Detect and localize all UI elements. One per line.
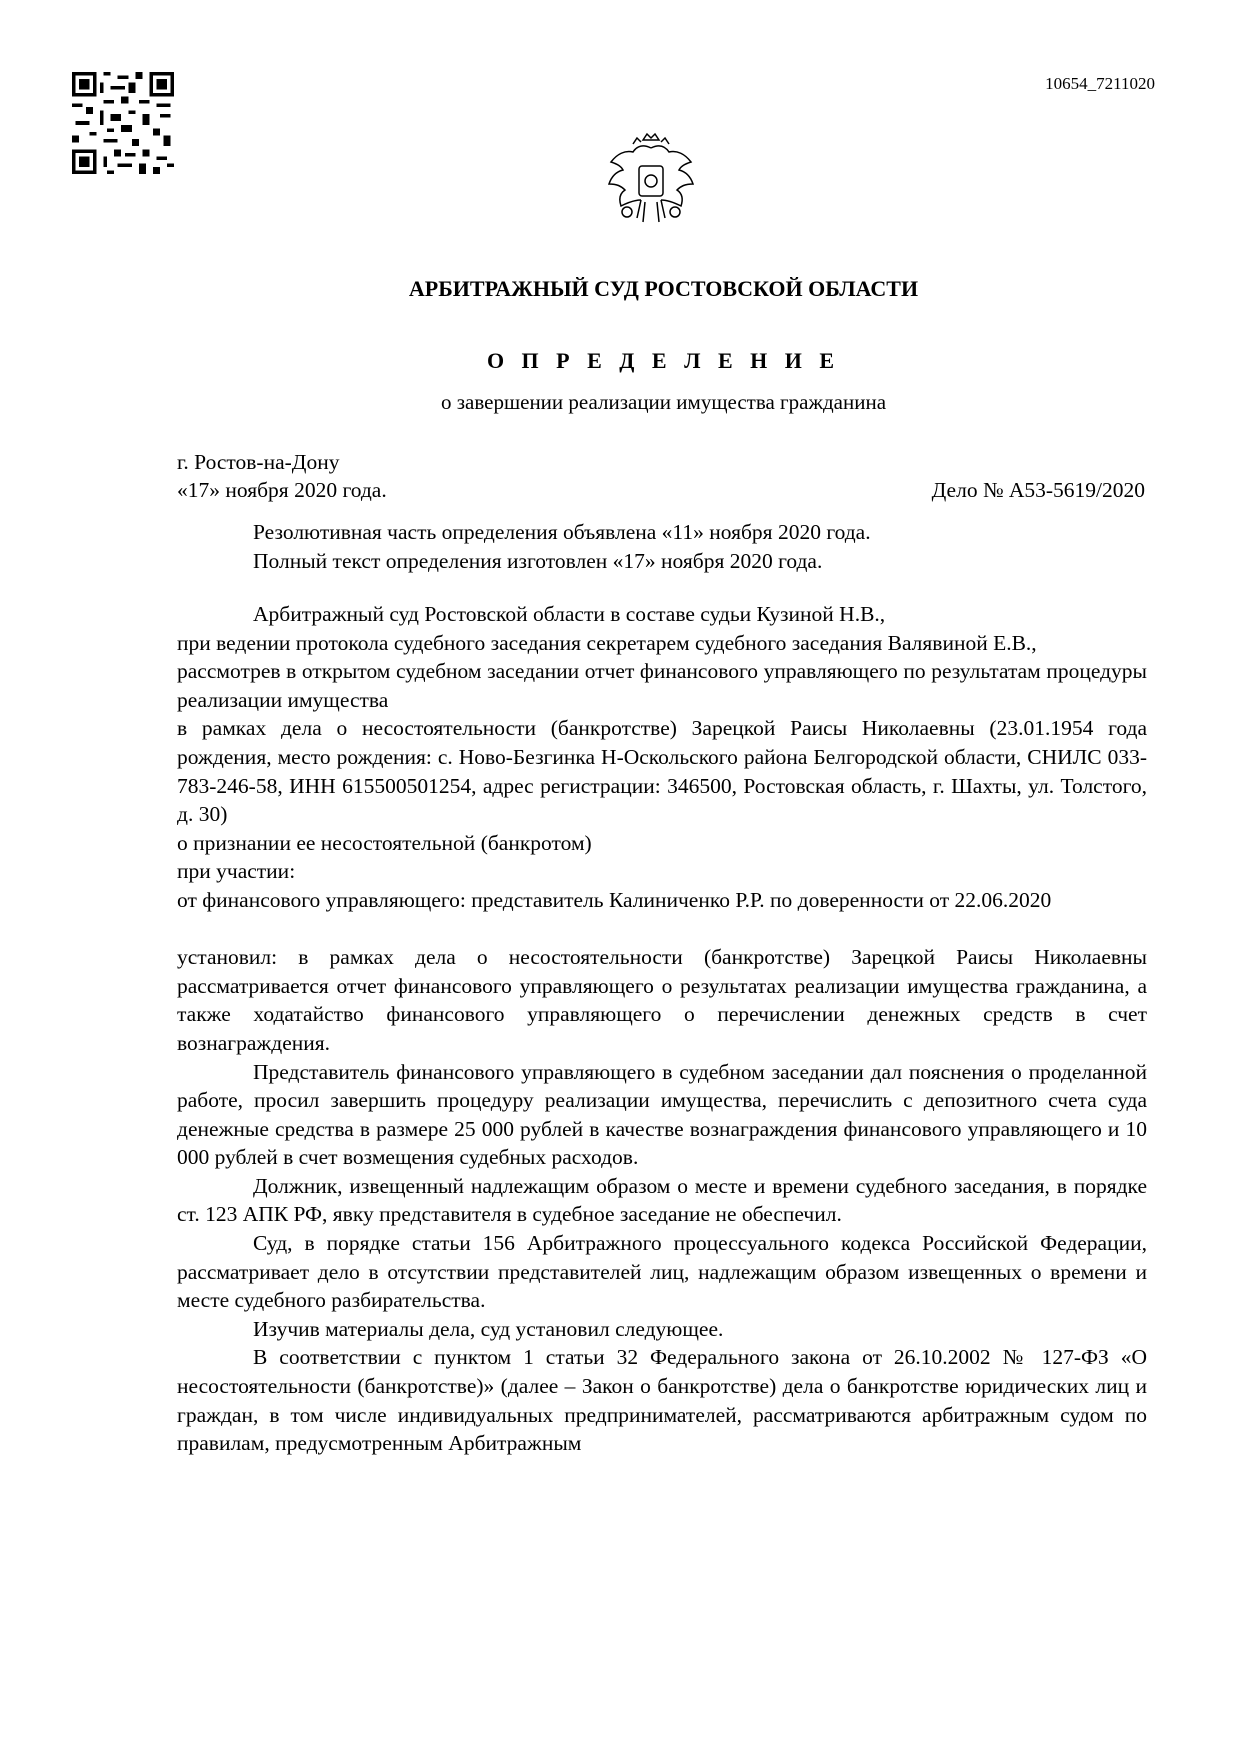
paragraph: Должник, извещенный надлежащим образом о месте и времени судебного заседания, в порядке ст. 123 АПК РФ, явку представителя в судебное заседание не обеспечил.: [177, 1173, 1147, 1227]
document-subject: о завершении реализации имущества гражданина: [440, 390, 887, 414]
announcements: [177, 518, 1223, 575]
paragraph: установил: в рамках дела о несостоятельности (банкротстве) Зарецкой Раисы Николаевны рассматривается отчет финансового управляющего о результатах реализации имущества гражданина, а также ходатайство финансового управляющего о перечислении денежных средств в счет вознаграждения.: [177, 945, 1147, 1055]
paragraph: при участии:: [177, 859, 296, 884]
paragraph: о признании ее несостоятельной (банкротом): [177, 830, 592, 855]
announcement-line: Резолютивная часть определения объявлена «11» ноября 2020 года.: [253, 520, 871, 544]
paragraph: Суд, в порядке статьи 156 Арбитражного процессуального кодекса Российской Федерации, рассматривает дело в отсутствии представителей лиц, надлежащим образом извещенных о времени и месте судебного разбирательства.: [177, 1231, 1147, 1313]
paragraph: рассмотрев в открытом судебном заседании отчет финансового управляющего по результатам процедуры реализации имущества: [177, 659, 1147, 712]
date-case-row: [177, 476, 1147, 505]
paragraph: В соответствии с пунктом 1 статьи 32 Федерального закона от 26.10.2002 № 127-ФЗ «О несостоятельности (банкротстве)» (далее – Закон о банкротстве) дела о банкротстве юридических лиц и граждан, в том числе индивидуальных предпринимателей, рассматриваются арбитражным судом по правилам, предусмотренным Арбитражным: [177, 1345, 1147, 1456]
court-name: АРБИТРАЖНЫЙ СУД РОСТОВСКОЙ ОБЛАСТИ: [408, 276, 919, 301]
document-date: «17» ноября 2020 года.: [177, 478, 387, 502]
place: г. Ростов-на-Дону: [177, 450, 340, 474]
document-body: [177, 600, 1147, 1458]
paragraph: Изучив материалы дела, суд установил следующее.: [253, 1316, 724, 1341]
paragraph: Арбитражный суд Ростовской области в составе судьи Кузиной Н.В.,: [253, 602, 886, 626]
document-id: 10654_7211020: [1045, 74, 1155, 93]
paragraph: в рамках дела о несостоятельности (банкротстве) Зарецкой Раисы Николаевны (23.01.1954 года рождения, место рождения: с. Ново-Безгинка Н-Оскольского района Белгородской области, СНИЛС 033-783-246-58, ИНН 615500501254, адрес регистрации: 346500, Ростовская область, г. Шахты, ул. Толстого, д. 30): [177, 716, 1147, 827]
case-number: Дело № А53-5619/2020: [931, 478, 1145, 502]
document-type: О П Р Е Д Е Л Е Н И Е: [486, 348, 841, 373]
paragraph: от финансового управляющего: представитель Калиниченко Р.Р. по доверенности от 22.06.2020: [177, 887, 1052, 912]
announcement-line: Полный текст определения изготовлен «17» ноября 2020 года.: [253, 548, 823, 573]
paragraph: Представитель финансового управляющего в судебном заседании дал пояснения о проделанной работе, просил завершить процедуру реализации имущества, перечислить с депозитного счета суда денежные средства в размере 25 000 рублей в качестве вознаграждения финансового управляющего и 10 000 рублей в счет возмещения судебных расходов.: [177, 1059, 1147, 1170]
coat-of-arms-icon: [603, 126, 699, 230]
paragraph: при ведении протокола судебного заседания секретарем судебного заседания Валявиной Е.В.,: [177, 630, 1037, 655]
qr-code-icon: [72, 72, 174, 174]
